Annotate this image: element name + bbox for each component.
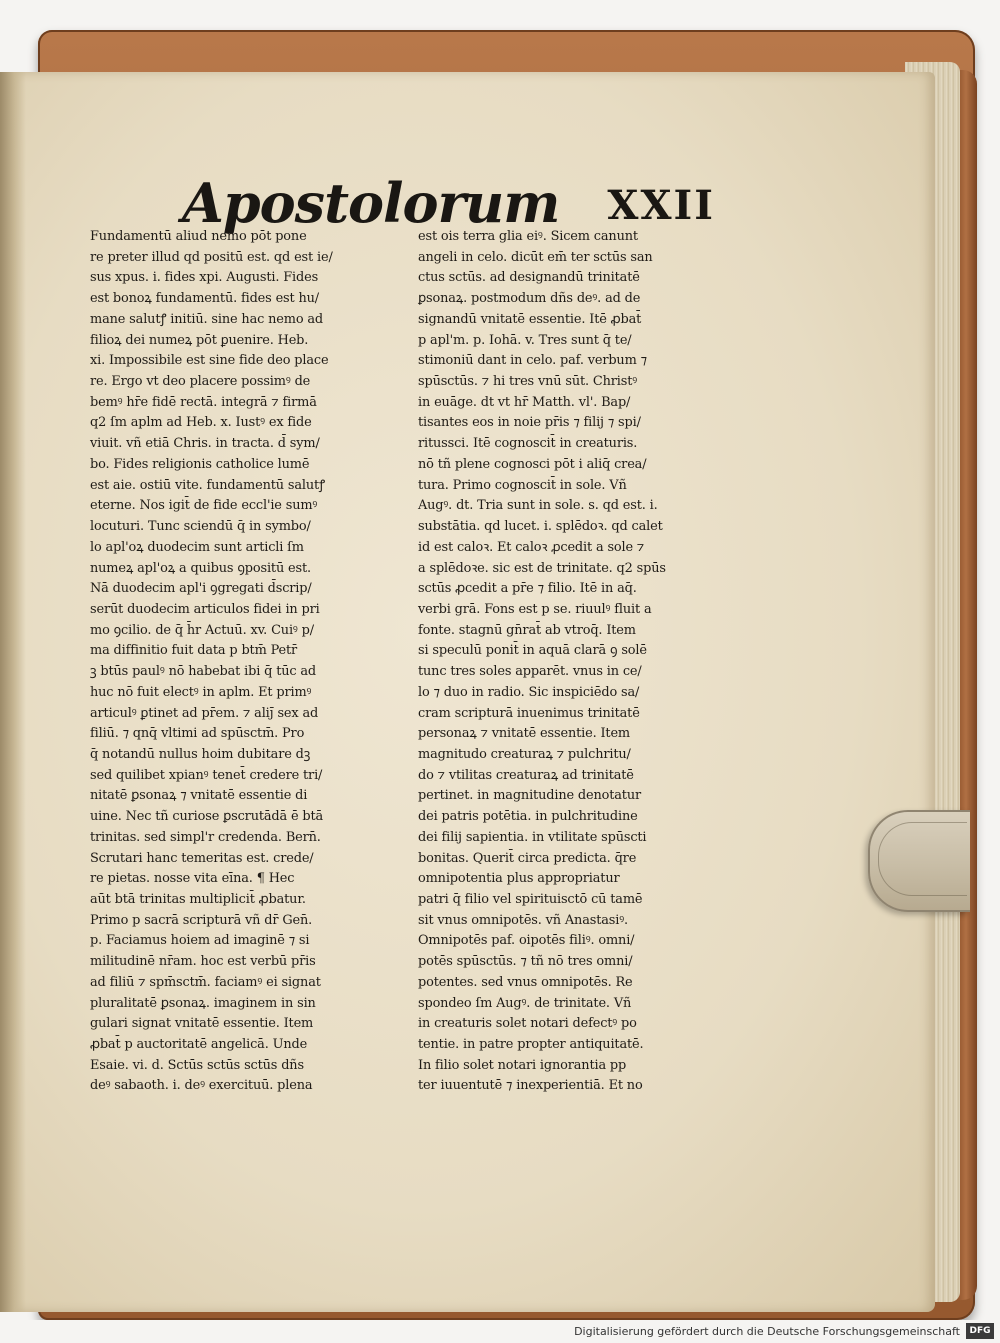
text-line: filioꝝ dei numeꝝ pōt ꝑuenire. Heb. <box>90 332 309 348</box>
text-line: serūt duodecim articulos fidei in pri <box>90 601 320 617</box>
text-line: sctūs ꝓcedit a pr̄e ⁊ filio. Itē in aq̄. <box>418 581 637 597</box>
text-line: sed quilibet xpianꝰ tenet̄ credere tri/ <box>90 767 323 783</box>
text-line: ꝑsonaꝝ. postmodum dñs deꝰ. ad de <box>418 291 641 307</box>
text-column-left <box>90 227 406 1097</box>
text-line: p apl'm. p. Iohā. v. Tres sunt q̄ te/ <box>418 332 632 348</box>
text-line: re preter illud qd positū est. qd est ie/ <box>90 249 333 265</box>
text-line: fonte. stagnū gn̄rat̄ ab vtroq̄. Item <box>418 622 636 638</box>
text-line: angeli in celo. dicūt em̄ ter sctūs san <box>418 249 653 265</box>
text-line: lo apl'oꝝ duodecim sunt articli ſm <box>90 539 304 555</box>
text-line: patri q̄ filio vel spirituisctō cū tamē <box>418 892 643 907</box>
text-line: magnitudo creaturaꝝ ⁊ pulchritu/ <box>418 746 631 762</box>
text-line: est bonoꝝ fundamentū. fides est hu/ <box>90 291 319 307</box>
text-line: stimoniū dant in celo. paf. verbum ⁊ <box>418 353 647 369</box>
text-line: numeꝝ apl'oꝝ a quibus ꝯpositū est. <box>90 560 311 576</box>
text-line: bo. Fides religionis catholice lumē <box>90 456 310 472</box>
page-gutter <box>0 72 26 1312</box>
text-line: pertinet. in magnitudine denotatur <box>418 788 641 804</box>
text-line: tunc tres soles apparēt. vnus in ce/ <box>418 664 642 680</box>
text-line: potentes. sed vnus omnipotēs. Re <box>418 974 633 990</box>
text-line: q2 ſm aplm ad Heb. x. Iustꝰ ex fide <box>90 415 312 431</box>
text-line: eterne. Nos igit̄ de fide eccl'ie sumꝰ <box>90 498 318 514</box>
text-line: militudinē nr̄am. hoc est verbū pr̄is <box>90 954 316 970</box>
text-line: Esaie. vi. d. Sctūs sctūs sctūs dñs <box>90 1057 304 1073</box>
text-line: verbi grā. Fons est p se. riuulꝰ fluit a <box>418 601 652 617</box>
text-line: potēs spūsctūs. ⁊ tñ nō tres omni/ <box>418 954 633 970</box>
text-line: nō tñ plene cognosci pōt i aliq̄ crea/ <box>418 456 647 472</box>
text-line: mo ꝯcilio. de q̄ h̄r Actuū. xv. Cuiꝰ p/ <box>90 622 314 638</box>
text-line: est ois terra glia eiꝰ. Sicem canunt <box>418 229 638 244</box>
text-line: Nā duodecim apl'i ꝯgregati d̄scrip/ <box>90 581 312 597</box>
text-line: locuturi. Tunc sciendū q̄ in symbo/ <box>90 519 311 535</box>
text-line: nitatē ꝑsonaꝝ ⁊ vnitatē essentie di <box>90 788 308 804</box>
text-line: viuit. vñ etiā Chris. in tracta. d̄ sym/ <box>90 436 320 452</box>
dfg-logo: DFG <box>966 1323 994 1339</box>
text-line: In filio solet notari ignorantia pp <box>418 1057 627 1073</box>
text-line: ma diffinitio fuit data p btm̄ Petr̄ <box>90 643 298 659</box>
text-line: spūsctūs. ⁊ hi tres vnū sūt. Christꝰ <box>418 374 638 390</box>
text-line: Primo p sacrā scripturā vñ dr̄ Gen̄. <box>90 912 313 928</box>
text-line: ter iuuentutē ⁊ inexperientiā. Et no <box>418 1078 643 1094</box>
text-line: bonitas. Querit̄ circa predicta. q̄re <box>418 850 637 866</box>
text-line: bemꝰ hr̄e fidē rectā. integrā ⁊ firmā <box>90 394 317 410</box>
text-line: pluralitatē ꝑsonaꝝ. imaginem in sin <box>90 995 316 1011</box>
text-line: tentie. in patre propter antiquitatē. <box>418 1037 644 1053</box>
text-line: Scrutari hanc temeritas est. crede/ <box>90 850 314 866</box>
footer-bar <box>0 1320 1000 1343</box>
text-line: q̄ notandū nullus hoim dubitare dꝫ <box>90 746 311 762</box>
text-line: re pietas. nosse vita eīna. ¶ Hec <box>90 871 295 887</box>
text-line: ritussci. Itē cognoscit̄ in creaturis. <box>418 436 638 452</box>
folio-number: XXII <box>607 182 715 229</box>
digitization-credit: Digitalisierung gefördert durch die Deutsche Forschungsgemeinschaft <box>574 1325 960 1338</box>
text-line: huc nō fuit electꝰ in aplm. Et primꝰ <box>90 684 312 700</box>
text-line: articulꝰ ꝑtinet ad pr̄em. ⁊ aliȷ̄ sex ad <box>90 705 319 721</box>
text-line: lo ⁊ duo in radio. Sic inspiciēdo sa/ <box>418 684 640 700</box>
text-line: ꝫ btūs paulꝰ nō habebat ibi q̄ tūc ad <box>90 664 317 680</box>
text-line: est aie. ostiū vite. fundamentū salutꝭ <box>90 477 326 493</box>
text-line: si speculū ponit̄ in aquā clarā ꝯ solē <box>418 643 647 659</box>
text-line: ad filiū ⁊ spm̄sctm̄. faciamꝰ ei signat <box>90 974 321 990</box>
text-column-right <box>418 227 736 1097</box>
text-line: aūt btā trinitas multiplicit̄ ꝓbatur. <box>90 892 306 907</box>
text-line: p. Faciamus hoiem ad imaginē ⁊ si <box>90 933 310 949</box>
running-title: Apostolorum <box>182 171 560 235</box>
text-line: re. Ergo vt deo placere possimꝰ de <box>90 374 311 390</box>
text-line: Augꝰ. dt. Tria sunt in sole. s. qd est. i. <box>418 498 658 514</box>
text-line: deꝰ sabaoth. i. deꝰ exercituū. plena <box>90 1078 313 1094</box>
text-line: cram scripturā inuenimus trinitatē <box>418 705 640 721</box>
text-line: Omnipotēs paf. oipotēs filiꝰ. omni/ <box>418 933 635 949</box>
text-line: Fundamentū aliud nemo pōt pone <box>90 229 307 244</box>
text-line: filiū. ⁊ qnq̄ vltimi ad spūsctm̄. Pro <box>90 726 305 742</box>
text-line: in euāge. dt vt hr̄ Matth. vl'. Bap/ <box>418 394 631 410</box>
text-line: dei patris potētia. in pulchritudine <box>418 809 638 825</box>
text-line: dei filij sapientia. in vtilitate spūscti <box>418 829 647 845</box>
text-line: mane salutꝭ initiū. sine hac nemo ad <box>90 311 324 327</box>
text-line: trinitas. sed simpl'r credenda. Bern̄. <box>90 829 321 845</box>
clasp-outline <box>878 822 967 896</box>
text-line: ctus sctūs. ad designandū trinitatē <box>418 270 640 286</box>
text-line: omnipotentia plus appropriatur <box>418 871 620 887</box>
text-line: sit vnus omnipotēs. vñ Anastasiꝰ. <box>418 912 628 928</box>
text-line: in creaturis solet notari defectꝰ po <box>418 1016 637 1032</box>
text-line: spondeo ſm Augꝰ. de trinitate. Vñ <box>418 995 632 1011</box>
text-line: ꝓbat̄ p auctoritatē angelicā. Unde <box>90 1037 308 1053</box>
text-line: a splēdoꝛe. sic est de trinitate. q2 spūs <box>418 560 666 576</box>
text-line: sus xpus. i. fides xpi. Augusti. Fides <box>90 270 319 286</box>
text-line: tura. Primo cognoscit̄ in sole. Vñ <box>418 477 627 493</box>
text-line: personaꝝ ⁊ vnitatē essentie. Item <box>418 726 630 742</box>
running-head <box>182 160 715 235</box>
text-line: do ⁊ vtilitas creaturaꝝ ad trinitatē <box>418 767 634 783</box>
text-line: id est caloꝛ. Et caloꝛ ꝓcedit a sole ⁊ <box>418 539 645 555</box>
text-line: substātia. qd lucet. i. splēdoꝛ. qd calet <box>418 519 663 535</box>
text-line: gulari signat vnitatē essentie. Item <box>90 1016 314 1032</box>
text-line: uine. Nec tñ curiose ꝑscrutādā ē btā <box>90 809 324 825</box>
text-line: tisantes eos in noie pr̄is ⁊ filij ⁊ spi/ <box>418 415 641 431</box>
text-line: xi. Impossibile est sine fide deo place <box>90 353 329 369</box>
text-line: signandū vnitatē essentie. Itē ꝓbat̄ <box>418 311 642 327</box>
